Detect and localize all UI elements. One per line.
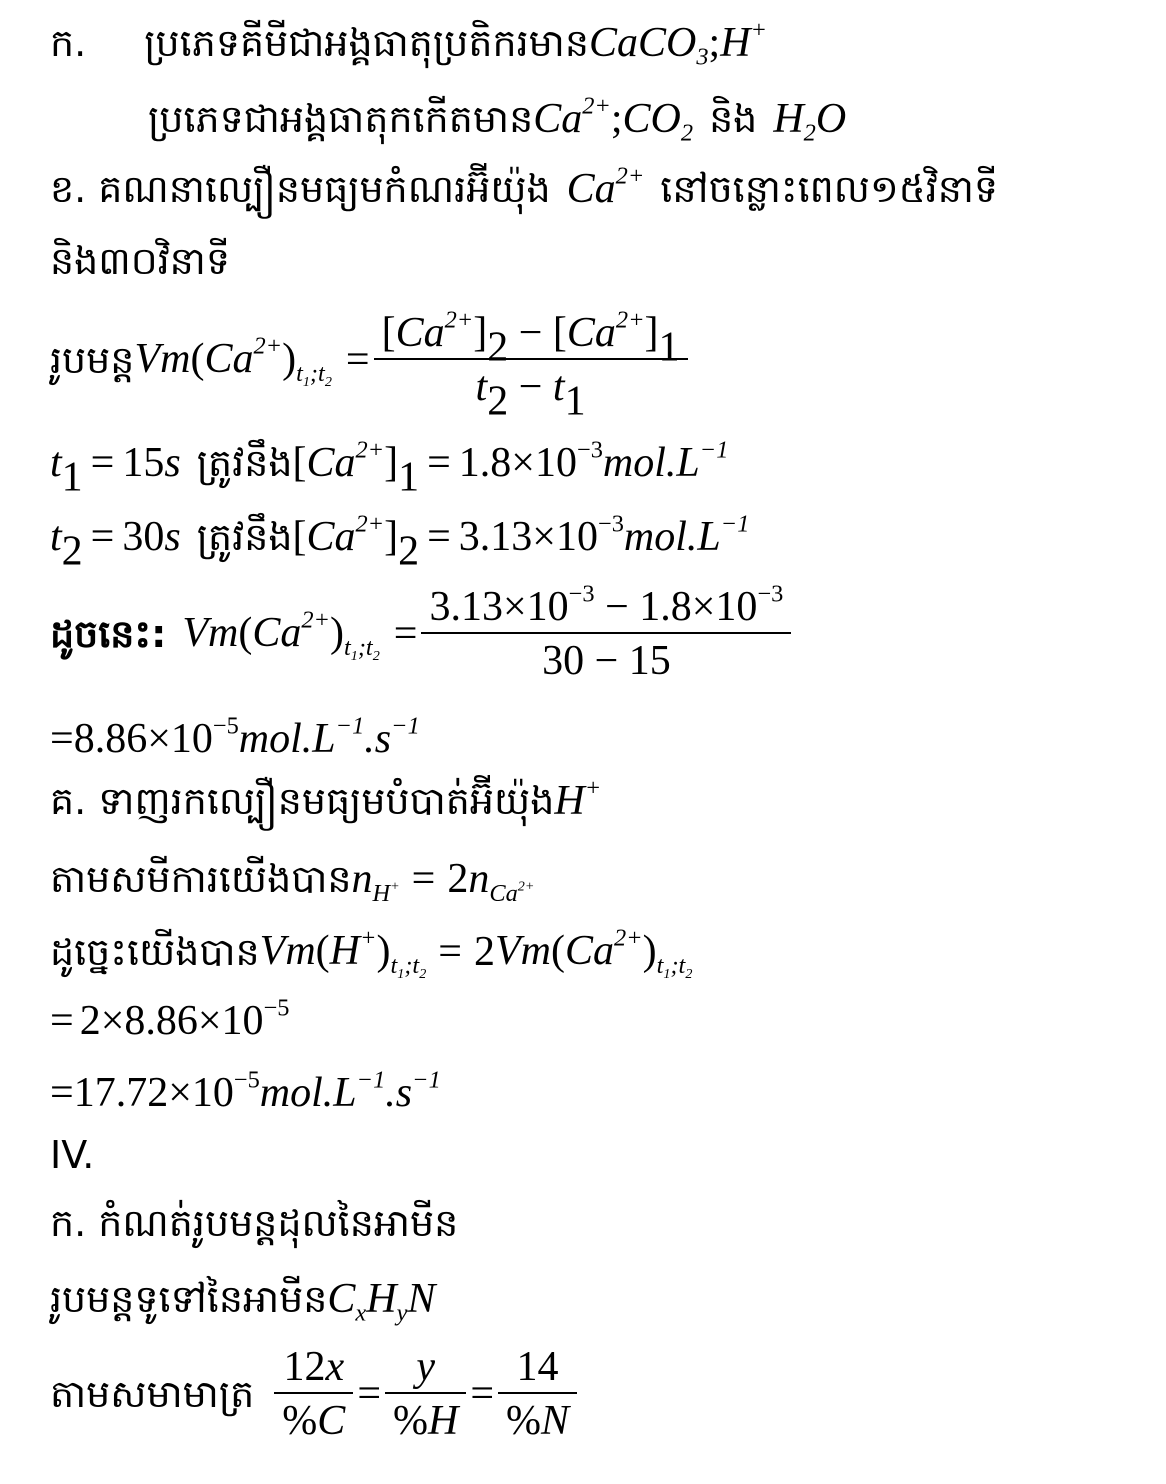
line-products <box>148 92 847 147</box>
line-section-iv <box>50 1133 95 1177</box>
line-reactants <box>50 16 767 71</box>
amine-general-text: រូបមន្តទូទៅនៃអាមីន <box>50 1277 328 1321</box>
rate-symbol: $Vm(Ca^{2+})_{t_1;t_2}$ <box>134 333 332 390</box>
therefore-label: ដូចនេះ <box>50 612 152 656</box>
section-iv-heading: IV. <box>50 1133 95 1177</box>
fraction-c: $\frac{12x}{\%C}$ <box>278 1346 349 1442</box>
c1-value: 1.8 <box>458 440 512 486</box>
question-c-text: គ. ទាញរកល្បឿនមធ្យមបំបាត់អ៊ីយ៉ុង <box>50 779 555 823</box>
line-proportion: តាមសមាមាត្រ $\frac{12x}{\%C}$ = $\frac{y}{\%H}$ = $\frac{14}{\%N}$ <box>50 1346 581 1442</box>
line-question-b <box>50 162 998 212</box>
question-iv-a-text: ក. កំណត់រូបមន្តដុលនៃអាមីន <box>50 1201 459 1245</box>
reactants-text: ប្រភេទគីមីជាអង្គធាតុប្រតិករមាន <box>144 21 589 65</box>
line-question-c: គ. ទាញរកល្បឿនមធ្យមបំបាត់អ៊ីយ៉ុង H+ <box>50 774 602 824</box>
question-b-ion: $Ca^{2+}$ <box>566 162 645 212</box>
vm-h-value: 17.72 <box>73 1070 169 1116</box>
factor-value: 2 <box>79 998 101 1044</box>
item-label-ka: ក. <box>50 21 87 65</box>
t2-corresponds: ត្រូវនឹង <box>196 515 293 559</box>
products-formula-a: $Ca^{2+};CO_2$ <box>533 92 694 147</box>
formula-label: រូបមន្ត <box>50 338 135 382</box>
line-ca-rate-result: = 8.86 $\times 10^{-5}$ $mol.L^{-1}.s^{-1}$ <box>50 712 420 762</box>
question-b-text-a: ខ. គណនាល្បឿនមធ្យមកំណរអ៊ីយ៉ុង <box>50 167 551 211</box>
rate-fraction: $\frac{[Ca^{2+}]_2 - [Ca^{2+}]_1}{t_2 - t_1}$ <box>378 312 684 408</box>
reactants-formula: CaCO$_3$;H+ <box>588 16 767 71</box>
proportion-text: តាមសមាមាត្រ <box>50 1372 255 1416</box>
line-therefore: ដូចនេះ : $Vm(Ca^{2+})_{t_1;t_2}$ = $\frac{3.13\times 10^{-3} - 1.8\times 10^{-3}}{30 - 15}$ <box>50 586 795 682</box>
vm-ca-repeat: 8.86 <box>124 998 198 1044</box>
line-t1: $t_1$ = 15 s ត្រូវនឹង $[Ca^{2+}]_1$ = 1.8 $\times 10^{-3}$ $mol.L^{-1}$ <box>50 436 729 501</box>
line-h-rate-relation: ដូច្នេះយើងបាន $Vm(H^+)_{t_1;t_2}$ = 2 $Vm(Ca^{2+})_{t_1;t_2}$ <box>50 924 693 982</box>
mass-12: 12 <box>283 1344 326 1390</box>
question-b-text-b: នៅចន្លោះពេល១៥វិនាទី <box>660 167 998 211</box>
vm-ca-value: 8.86 <box>73 716 148 762</box>
mass-14: 14 <box>516 1344 559 1390</box>
fraction-n: $\frac{14}{\%N}$ <box>502 1346 573 1442</box>
products-text: ប្រភេទជាអង្គធាតុកកើតមាន <box>148 97 534 141</box>
line-h-rate-result: = 17.72 $\times 10^{-5}$ $mol.L^{-1}.s^{-1}$ <box>50 1066 441 1116</box>
equation-text: តាមសមីការយើងបាន <box>50 857 352 901</box>
fraction-h: $\frac{y}{\%H}$ <box>389 1346 462 1442</box>
products-and: និង <box>709 97 758 141</box>
t1-corresponds: ត្រូវនឹង <box>196 441 293 485</box>
line-amine-formula: រូបមន្តទូទៅនៃអាមីន $C_xH_yN$ <box>50 1276 436 1327</box>
t2-value: 30 <box>122 514 165 560</box>
line-mole-relation: តាមសមីការយើងបាន $n_{H^+}$ = 2 $n_{Ca^{2+}}$ <box>50 856 535 907</box>
t1-value: 15 <box>122 440 165 486</box>
line-t2: $t_2$ = 30 s ត្រូវនឹង $[Ca^{2+}]_2$ = 3.13 $\times 10^{-3}$ $mol.L^{-1}$ <box>50 510 750 575</box>
line-h-rate-calc: = 2 × 8.86 $\times 10^{-5}$ <box>50 994 290 1044</box>
products-formula-b: $H_2O$ <box>773 96 847 147</box>
line-question-b-cont <box>50 239 230 283</box>
line-question-iv-a <box>50 1201 459 1245</box>
so-we-get-text: ដូច្នេះយើងបាន <box>50 929 260 974</box>
c2-value: 3.13 <box>458 514 533 560</box>
line-rate-formula: រូបមន្ត $Vm(Ca^{2+})_{t_1;t_2}$ = $\frac{[Ca^{2+}]_2 - [Ca^{2+}]_1}{t_2 - t_1}$ <box>50 312 692 408</box>
question-b-text-c: និង៣០វិនាទី <box>50 239 230 283</box>
numeric-fraction: $\frac{3.13\times 10^{-3} - 1.8\times 10^{-3}}{30 - 15}$ <box>425 586 787 682</box>
